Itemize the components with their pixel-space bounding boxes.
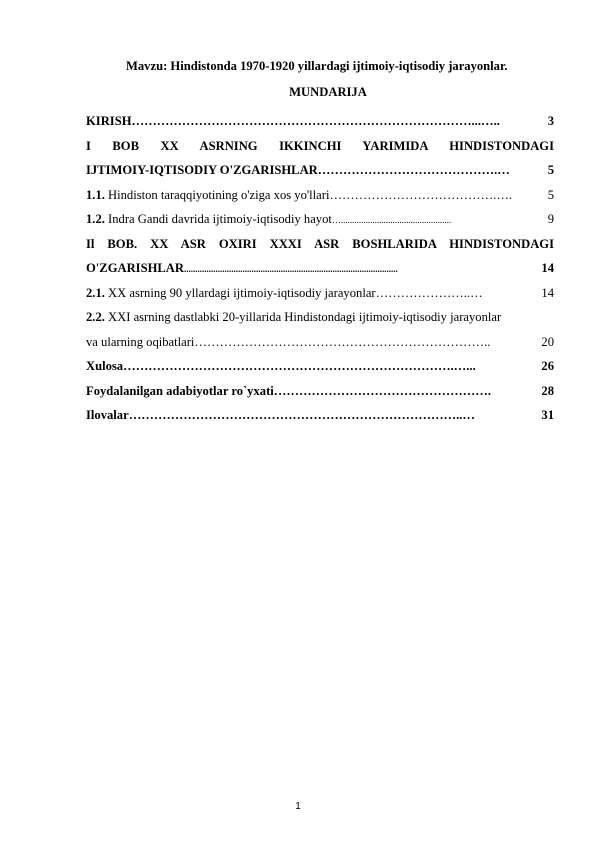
toc-leader-dots: …………………………………………………………….. [194,334,491,349]
toc-page-number: 20 [541,334,554,349]
toc-entry-title: KIRISH [86,114,132,128]
toc-leader-dots: ………………………………………………………………………...….. [131,114,500,128]
toc-entry-chapter-2-line-1[interactable]: Il BOB. XX ASR OXIRI XXXI ASR BOSHLARIDA HINDISTONDAGI [86,236,554,251]
toc-page-number: 5 [547,163,554,177]
toc-page-number: 26 [541,359,554,373]
toc-entry-title: Xulosa [86,359,124,373]
toc-leader-dots: …………………………………………………………………….…... [123,359,476,373]
toc-page-number: 9 [547,212,554,226]
toc-leader-dots: …………………..… [375,285,483,300]
toc-page-number: 5 [547,187,554,202]
document-topic: Mavzu: Hindistonda 1970-1920 yillardagi ijtimoiy-iqtisodiy jarayonlar. [126,59,508,73]
toc-entry-2-2[interactable] [86,330,554,355]
toc-entry-number: 1.2. [86,212,105,226]
toc-entry-chapter-1-line-1[interactable]: I BOB XX ASRNING IKKINCHI YARIMIDA HINDISTONDAGI [86,138,554,153]
toc-entry-title: O'ZGARISHLAR [86,261,184,275]
table-of-contents [86,109,554,428]
toc-leader-dots: ………………………………….…. [329,187,513,202]
toc-entry-1-1[interactable] [86,183,554,208]
toc-entry-title: XX asrning 90 yllardagi ijtimoiy-iqtisodiy jarayonlar [104,285,376,300]
toc-leader-dots: ……………………………………………. [273,383,492,398]
toc-entry-number: 1.1. [86,187,105,202]
toc-leader-dots: …................................................. [331,215,452,225]
toc-entry-kirish[interactable] [86,109,554,134]
toc-entry-number: 2.1. [86,285,105,300]
toc-page-number: 28 [541,383,554,398]
toc-leader-dots: ……………………………………………………………………..… [128,408,476,422]
toc-heading: MUNDARIJA [289,85,367,99]
toc-page-number: 31 [541,408,554,422]
toc-entry-1-2[interactable] [86,207,554,232]
toc-entry-xulosa[interactable] [86,354,554,379]
toc-entry-appendices[interactable] [86,403,554,428]
toc-entry-title: Hindiston taraqqiyotining o'ziga xos yo'llari [104,187,330,202]
toc-entry-chapter-1[interactable] [86,158,554,183]
toc-entry-bibliography[interactable] [86,379,554,404]
toc-entry-number: 2.2. [86,310,105,324]
page-number: 1 [295,801,301,812]
toc-entry-title: Ilovalar [86,408,129,422]
toc-page-number: 3 [547,114,554,128]
toc-entry-2-2-line-1[interactable] [86,305,554,330]
toc-leader-dots: …………………………………….… [317,163,510,177]
toc-entry-chapter-2[interactable] [86,256,554,281]
toc-page-number: 14 [541,285,554,300]
toc-entry-title: Indra Gandi davrida ijtimoiy-iqtisodiy hayot [104,212,332,226]
toc-entry-title: IJTIMOIY-IQTISODIY O'ZGARISHLAR [86,163,318,177]
toc-leader-dots: ............................................................................................... [183,264,398,274]
toc-entry-title: va ularning oqibatlari [86,334,195,349]
toc-entry-2-1[interactable] [86,281,554,306]
toc-entry-title: Foydalanilgan adabiyotlar ro`yxati [86,383,274,398]
toc-entry-title: XXI asrning dastlabki 20-yillarida Hindistondagi ijtimoiy-iqtisodiy jarayonlar [104,310,502,324]
toc-page-number: 14 [541,261,554,275]
